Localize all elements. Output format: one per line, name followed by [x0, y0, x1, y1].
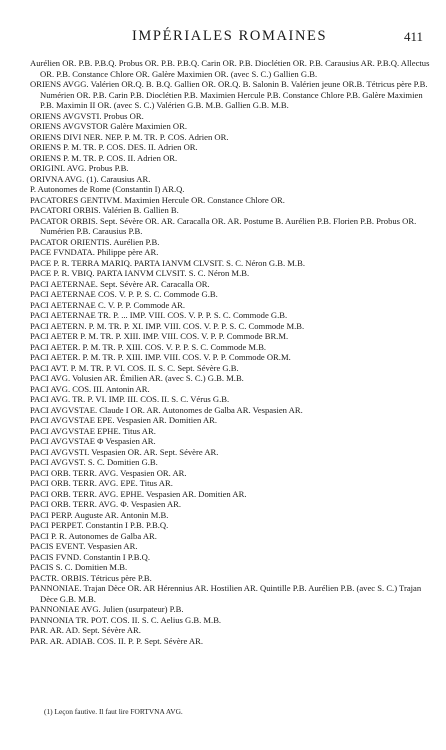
legend-entry: PACIS EVENT. Vespasien AR.	[30, 541, 138, 551]
legend-entry: PACI AVG. COS. III. Antonin AR.	[30, 383, 150, 394]
legend-entry: PACI ORB. TERR. AVG. EPHE. Vespasien AR. Domitien AR.	[30, 488, 247, 499]
legend-entry: PACI AETER. P. M. TR. P. XIII. IMP. VIII. COS. V. P. P. Commode OR.M.	[30, 352, 291, 362]
legend-entry: PACATOR ORIENTIS. Aurélien P.B.	[30, 236, 160, 247]
legend-entry: ORIVNA AVG. (1). Carausius AR.	[30, 173, 151, 184]
legend-entry: PACIS S. C. Domitien M.B.	[30, 562, 128, 572]
legend-entry: PACI ORB. TERR. AVG. Vespasien OR. AR.	[30, 467, 187, 478]
footnote: (1) Leçon fautive. Il faut lire FORTVNA AVG.	[44, 707, 183, 716]
legend-entry: P. Autonomes de Rome (Constantin I) AR.Q.	[30, 184, 185, 194]
legend-entry: PAR. AR. AD. Sept. Sévère AR.	[30, 625, 141, 635]
entry-list	[30, 58, 430, 646]
legend-entry: PACI ORB. TERR. AVG. EPE. Titus AR.	[30, 478, 173, 488]
legend-entry: PACATORI ORBIS. Valérien B. Gallien B.	[30, 205, 179, 215]
legend-entry: PACI PERP. Auguste AR. Antonin M.B.	[30, 509, 169, 520]
legend-entry: PACE P. R. TERRA MARIQ. PARTA IANVM CLVSIT. S. C. Néron G.B. M.B.	[30, 257, 305, 268]
legend-entry: PACI AVGVSTAE EPHE. Titus AR.	[30, 425, 156, 436]
legend-entry: PACI P. R. Autonomes de Galba AR.	[30, 530, 157, 541]
legend-entry: PANNONIA TR. POT. COS. II. S. C. Aelius G.B. M.B.	[30, 614, 222, 625]
legend-entry: PACI AETERN. P. M. TR. P. XI. IMP. VIII. COS. V. P. P. S. C. Commode M.B.	[30, 320, 305, 331]
legend-entry: PACI AETERNAE COS. V. P. P. S. C. Commode G.B.	[30, 289, 218, 299]
legend-entry: PACI PERPET. Constantin I P.B. P.B.Q.	[30, 520, 169, 530]
legend-entry: PACTR. ORBIS. Tétricus père P.B.	[30, 572, 152, 583]
legend-entry: PACI AVG. Volusien AR. Émilien AR. (avec S. C.) G.B. M.B.	[30, 373, 244, 383]
legend-entry: PACE FVNDATA. Philippe père AR.	[30, 247, 159, 257]
legend-entry: PACI AVT. P. M. TR. P. VI. COS. II. S. C. Sept. Sévère G.B.	[30, 362, 239, 373]
legend-entry: ORIENS AVGVSTI. Probus OR.	[30, 110, 144, 121]
legend-entry: ORIENS AVGG. Valérien OR.Q. B. B.Q. Gallien OR. OR.Q. B. Salonin B. Valérien jeune OR.B. Tétricus père P.B. Numérien OR. P.B. Carin P.B. Dioclétien P.B. Maximien Hercule P.B. Constance Chlore P.B. Galère Maximien P.B. Maximin II OR. (avec S. C.) Valérien G.B. M.B. Gallien G.B. M.B.	[30, 79, 428, 110]
legend-entry: PACATOR ORBIS. Sept. Sévère OR. AR. Caracalla OR. AR. Postume B. Aurélien P.B. Florien P.B. Probus OR. Numérien P.B. Carausius P.B.	[30, 215, 417, 236]
legend-entry: ORIENS DIVI NER. NEP. P. M. TR. P. COS. Adrien OR.	[30, 131, 229, 142]
legend-entry: PACI AVG. TR. P. VI. IMP. III. COS. II. S. C. Vérus G.B.	[30, 394, 230, 404]
legend-entry: PACI AETERNAE C. V. P. P. Commode AR.	[30, 299, 186, 310]
legend-entry: ORIENS P. M. TR. P. COS. II. Adrien OR.	[30, 152, 178, 163]
legend-entry: Aurélien OR. P.B. P.B.Q. Probus OR. P.B. P.B.Q. Carin OR. P.B. Dioclétien OR. P.B. Carausius AR. P.B.Q. Allectus OR. P.B. Constance Chlore OR. Galère Maximien OR. (avec S. C.) Gallien G.B.	[30, 58, 430, 79]
legend-entry: PAR. AR. ADIAB. COS. II. P. P. Sept. Sévère AR.	[30, 635, 204, 646]
legend-entry: PACATORES GENTIVM. Maximien Hercule OR. Constance Chlore OR.	[30, 194, 285, 205]
legend-entry: ORIENS P. M. TR. P. COS. DES. II. Adrien OR.	[30, 142, 198, 152]
page-number: 411	[404, 29, 424, 44]
legend-entry: ORIENS AVGVSTOR Galère Maximien OR.	[30, 121, 187, 131]
legend-entry: PACI AVGVSTAE Φ Vespasien AR.	[30, 436, 156, 446]
legend-entry: ORIGINI. AVG. Probus P.B.	[30, 163, 129, 173]
legend-entry: PACI AETER. P. M. TR. P. XIII. COS. V. P. P. S. C. Commode M.B.	[30, 341, 267, 352]
legend-entry: PACI AVGVSTAE EPE. Vespasien AR. Domitien AR.	[30, 415, 218, 425]
legend-entry: PACI AVGVSTAE. Claude I OR. AR. Autonomes de Galba AR. Vespasien AR.	[30, 404, 303, 415]
legend-entry: PACE P. R. VBIQ. PARTA IANVM CLVSIT. S. C. Néron M.B.	[30, 268, 250, 278]
legend-entry: PACI AVGVST. S. C. Domitien G.B.	[30, 457, 158, 467]
legend-entry: PACIS FVND. Constantin I P.B.Q.	[30, 551, 151, 562]
legend-entry: PANNONIAE AVG. Julien (usurpateur) P.B.	[30, 604, 184, 614]
page-header	[0, 28, 446, 48]
legend-entry: PACI AETERNAE TR. P. ... IMP. VIII. COS. V. P. P. S. C. Commode G.B.	[30, 310, 288, 320]
legend-entry: PACI ORB. TERR. AVG. Φ. Vespasien AR.	[30, 499, 182, 509]
running-title: IMPÉRIALES ROMAINES	[132, 28, 328, 44]
legend-entry: PANNONIAE. Trajan Dèce OR. AR Hérennius AR. Hostilien AR. Quintille P.B. Aurélien P.B. (avec S. C.) Trajan Dèce G.B. M.B.	[30, 583, 422, 604]
legend-entry: PACI AVGVSTI. Vespasien OR. AR. Sept. Sévère AR.	[30, 446, 219, 457]
legend-entry: PACI AETER P. M. TR. P. XIII. IMP. VIII. COS. V. P. P. Commode BR.M.	[30, 331, 289, 341]
legend-entry: PACI AETERNAE. Sept. Sévère AR. Caracalla OR.	[30, 278, 210, 289]
